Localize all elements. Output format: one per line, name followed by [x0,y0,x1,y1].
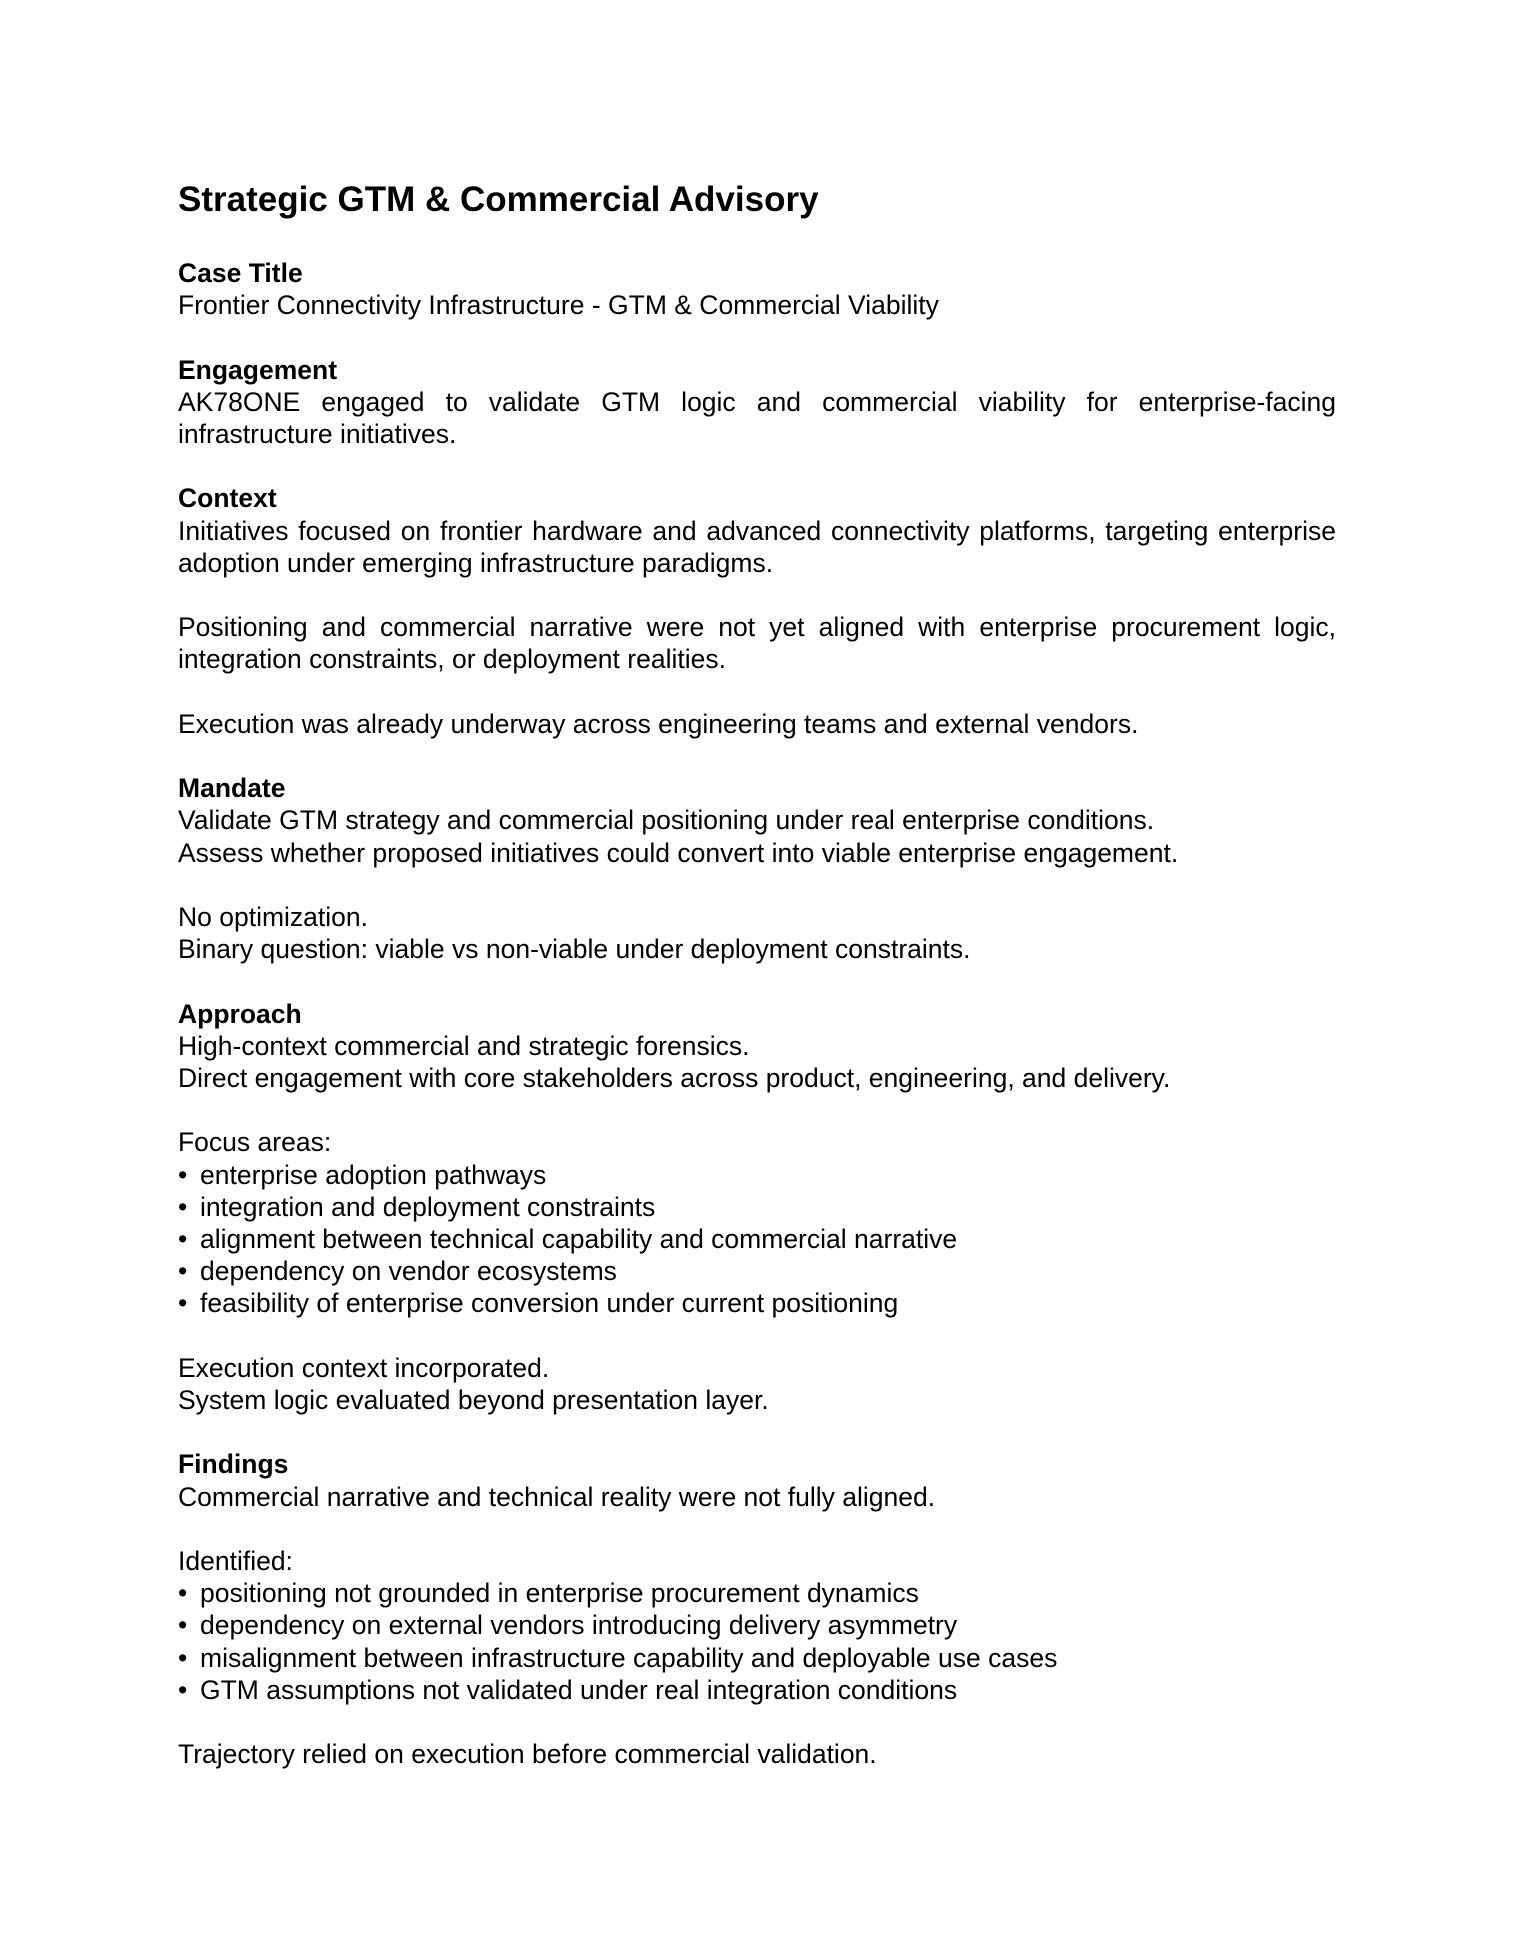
list-item: • dependency on external vendors introducing delivery asymmetry [178,1610,958,1641]
list-item: • feasibility of enterprise conversion under current positioning [178,1288,899,1319]
identified-list [178,1577,1336,1706]
findings-closing: Trajectory relied on execution before commercial validation. [178,1739,877,1770]
bullet-icon: • [178,1256,188,1287]
bullet-icon: • [178,1610,188,1641]
context-heading: Context [178,483,277,514]
bullet-icon: • [178,1642,188,1673]
findings-section [178,1448,1336,1770]
context-paragraph: Initiatives focused on frontier hardware and advanced connectivity platforms, targeting enterprise adoption under emerging infrastructure paradigms. [178,515,1336,578]
identified-label: Identified: [178,1545,293,1576]
engagement-heading: Engagement [178,354,338,385]
list-item: • dependency on vendor ecosystems [178,1256,617,1287]
context-paragraph: Execution was already underway across engineering teams and external vendors. [178,708,1139,739]
bullet-icon: • [178,1159,188,1190]
focus-areas-label: Focus areas: [178,1127,332,1158]
mandate-line: Validate GTM strategy and commercial positioning under real enterprise conditions. [178,805,1155,836]
mandate-line: Assess whether proposed initiatives could convert into viable enterprise engagement. [178,837,1179,868]
mandate-section [178,772,1336,965]
approach-heading: Approach [178,998,302,1029]
bullet-icon: • [178,1191,188,1222]
approach-section [178,998,1336,1417]
approach-closing-line: System logic evaluated beyond presentation layer. [178,1384,769,1415]
case-title-section [178,257,1336,321]
list-item: • positioning not grounded in enterprise procurement dynamics [178,1578,919,1609]
context-paragraph: Positioning and commercial narrative were not yet aligned with enterprise procurement logic, integration constraints, or deployment realities. [178,612,1336,675]
list-item: • enterprise adoption pathways [178,1159,547,1190]
mandate-line: No optimization. [178,901,369,932]
approach-line: Direct engagement with core stakeholders across product, engineering, and delivery. [178,1062,1171,1093]
findings-heading: Findings [178,1449,289,1480]
approach-line: High-context commercial and strategic forensics. [178,1030,750,1061]
list-item: • integration and deployment constraints [178,1191,656,1222]
context-section [178,482,1336,740]
document-title: Strategic GTM & Commercial Advisory [178,180,819,219]
engagement-text: AK78ONE engaged to validate GTM logic and commercial viability for enterprise-facing infrastructure initiatives. [178,386,1336,449]
approach-closing-line: Execution context incorporated. [178,1352,550,1383]
bullet-icon: • [178,1674,188,1705]
bullet-icon: • [178,1288,188,1319]
list-item: • GTM assumptions not validated under real integration conditions [178,1674,958,1705]
case-title-text: Frontier Connectivity Infrastructure - GTM & Commercial Viability [178,290,939,321]
mandate-line: Binary question: viable vs non-viable under deployment constraints. [178,934,971,965]
engagement-section [178,354,1336,451]
bullet-icon: • [178,1578,188,1609]
case-title-heading: Case Title [178,258,303,288]
findings-text: Commercial narrative and technical reality were not fully aligned. [178,1481,936,1512]
focus-areas-list [178,1159,1336,1320]
bullet-icon: • [178,1223,188,1254]
document-body [178,257,1336,1770]
mandate-heading: Mandate [178,773,286,804]
list-item: • alignment between technical capability and commercial narrative [178,1223,958,1254]
list-item: • misalignment between infrastructure capability and deployable use cases [178,1642,1058,1673]
